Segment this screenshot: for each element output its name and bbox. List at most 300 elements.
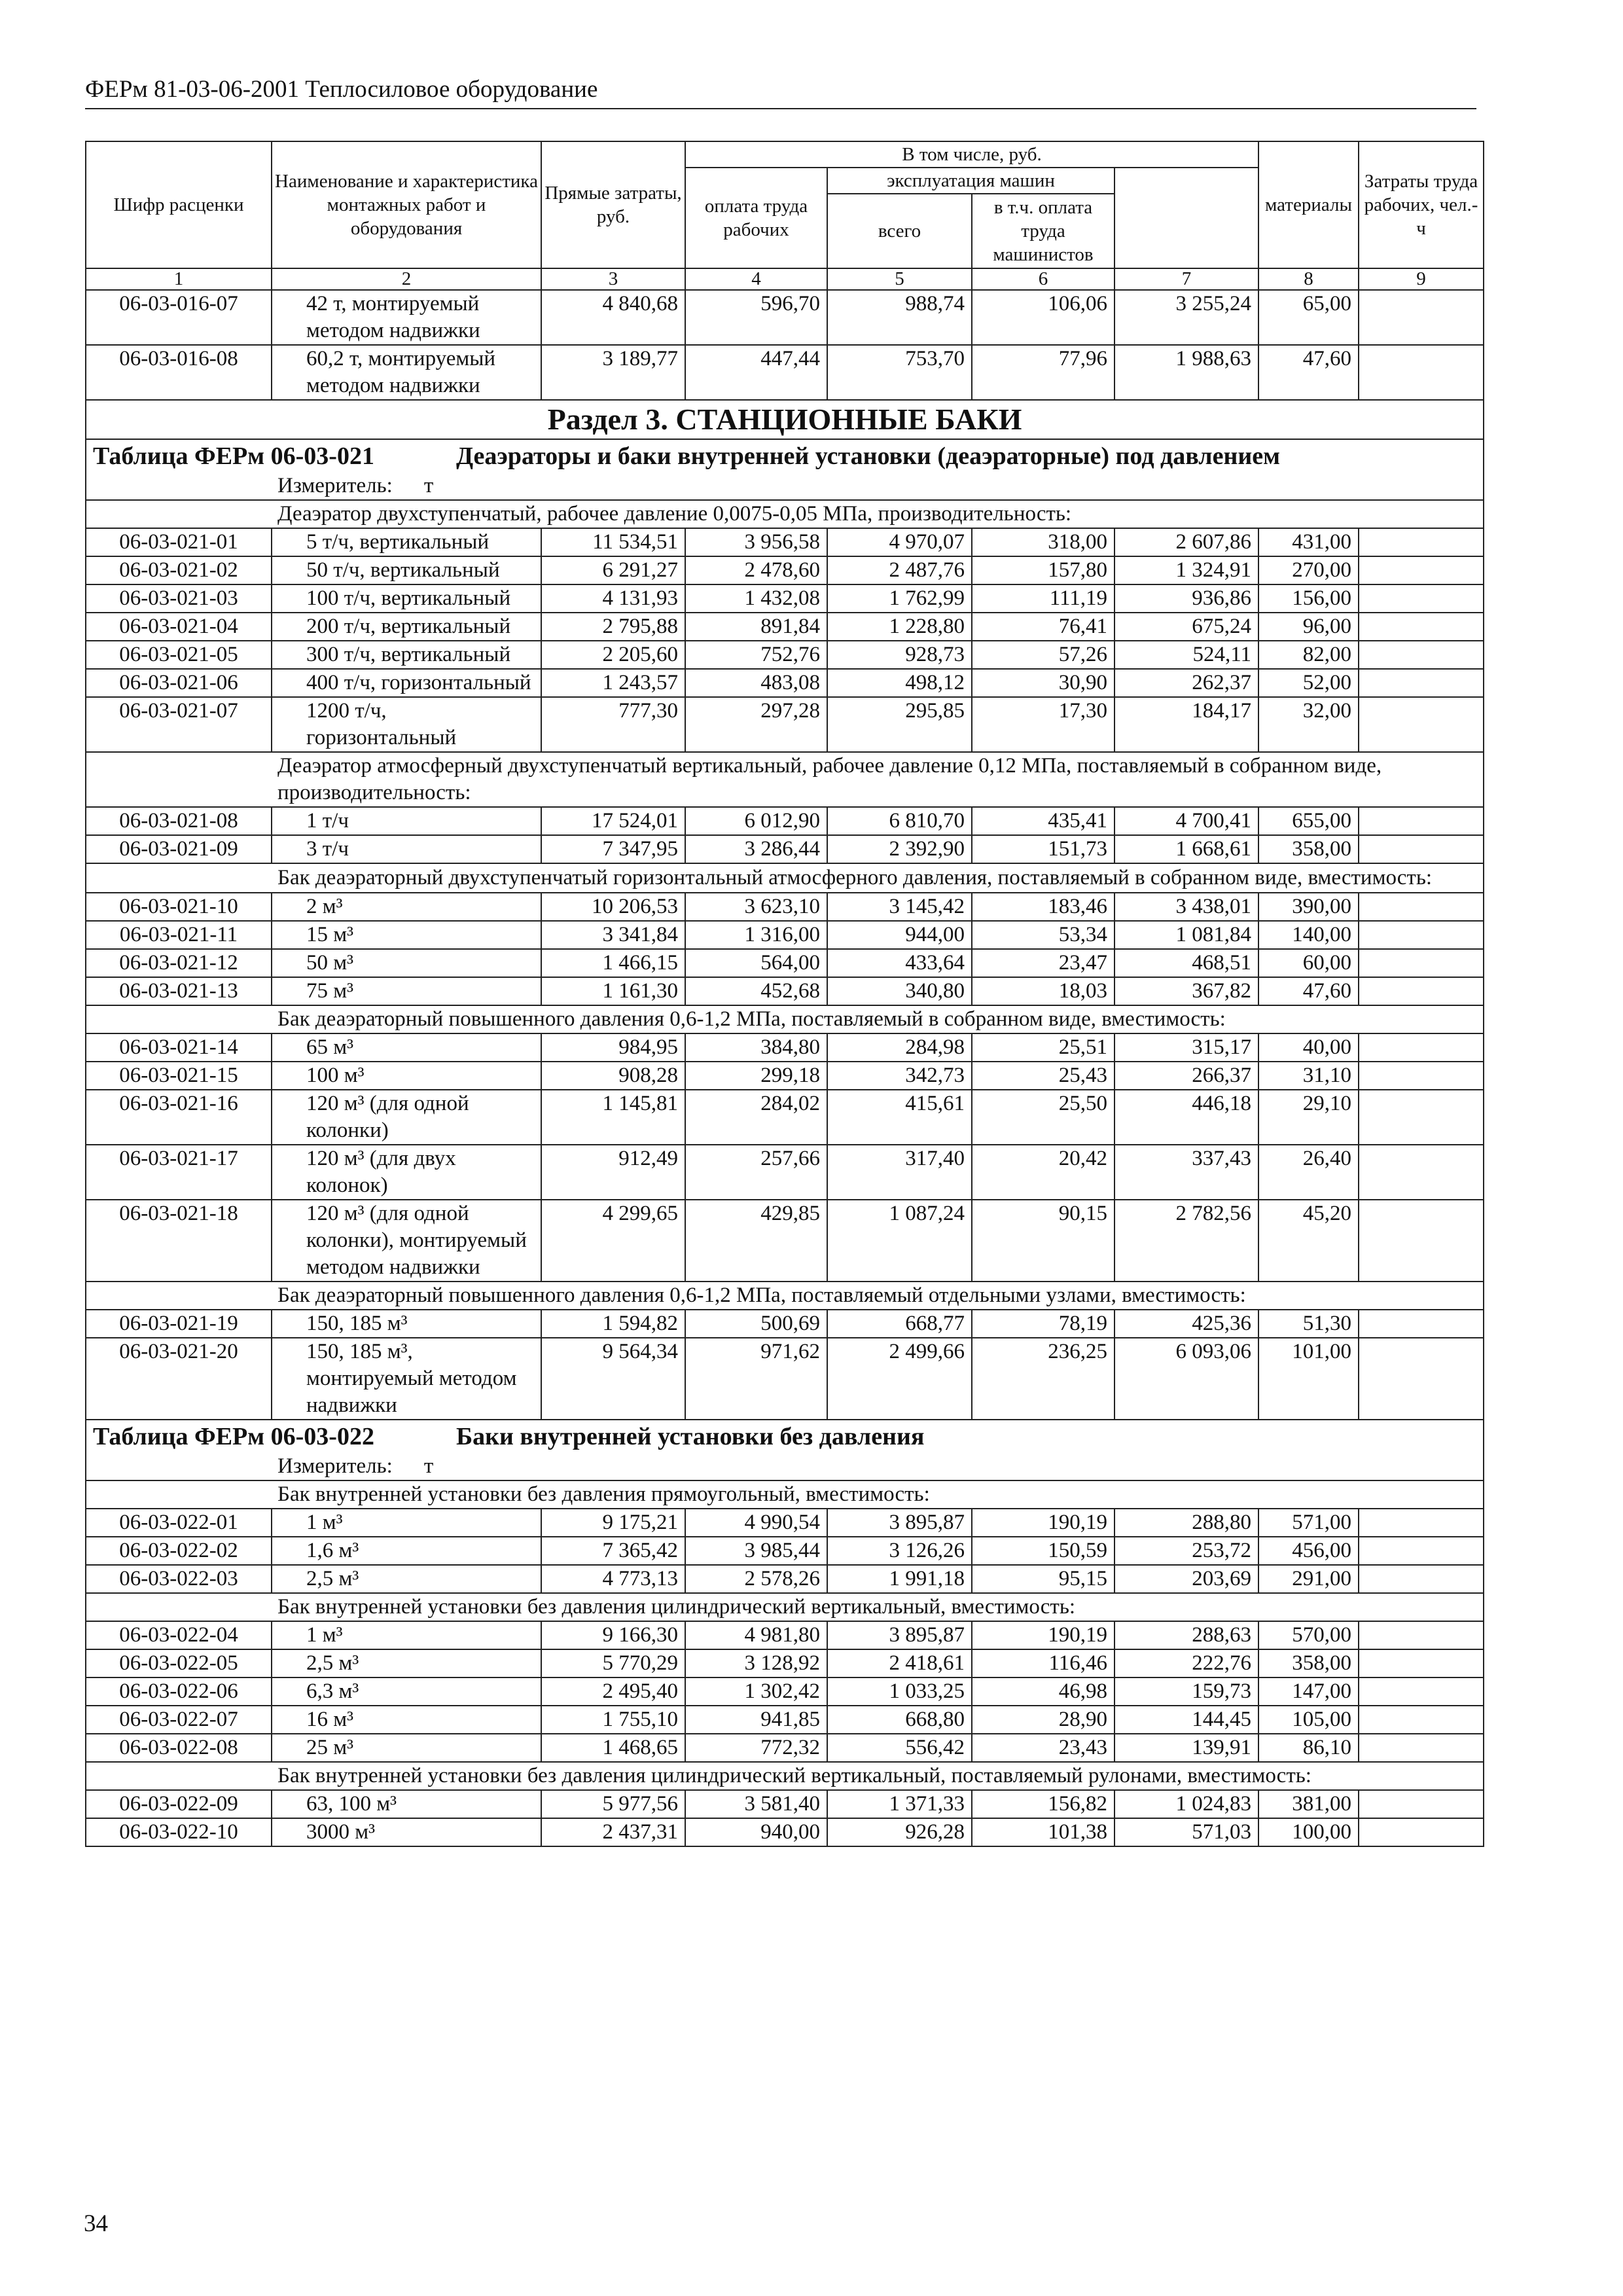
direct-cost-cell: 908,28 [541, 1062, 685, 1090]
materials-cell: 6 093,06 [1115, 1338, 1258, 1420]
table-row [86, 1200, 1484, 1282]
name-cell: 1 т/ч [272, 807, 541, 835]
machines-cell: 4 970,07 [827, 528, 972, 556]
name-cell: 120 м³ (для одной колонки) [272, 1090, 541, 1145]
table-row [86, 584, 1484, 613]
direct-cost-cell: 3 189,77 [541, 345, 685, 400]
machines-cell: 415,61 [827, 1090, 972, 1145]
table-row [86, 1033, 1484, 1062]
code-cell: 06-03-022-04 [86, 1621, 272, 1649]
group-label: Бак деаэраторный повышенного давления 0,6-1,2 МПа, поставляемый отдельными узлами, вместимость: [86, 1282, 1484, 1310]
direct-cost-cell: 9 166,30 [541, 1621, 685, 1649]
code-cell: 06-03-022-01 [86, 1509, 272, 1537]
table-caption: Баки внутренней установки без давления [455, 1423, 925, 1450]
wage-cell: 3 985,44 [685, 1537, 827, 1565]
direct-cost-cell: 3 341,84 [541, 921, 685, 949]
name-cell: 300 т/ч, вертикальный [272, 641, 541, 669]
labor-cell: 358,00 [1258, 835, 1359, 863]
machines-wage-cell: 18,03 [972, 977, 1115, 1005]
machines-cell: 340,80 [827, 977, 972, 1005]
machines-wage-cell: 57,26 [972, 641, 1115, 669]
wage-cell: 3 623,10 [685, 893, 827, 921]
machines-cell: 668,77 [827, 1310, 972, 1338]
name-cell: 42 т, монтируемый методом надвижки [272, 290, 541, 345]
mass-cell [1359, 1090, 1484, 1145]
code-cell: 06-03-021-18 [86, 1200, 272, 1282]
wage-cell: 429,85 [685, 1200, 827, 1282]
machines-wage-cell: 25,43 [972, 1062, 1115, 1090]
machines-cell: 3 895,87 [827, 1509, 972, 1537]
mass-cell [1359, 1565, 1484, 1593]
wage-cell: 483,08 [685, 669, 827, 697]
labor-cell: 31,10 [1258, 1062, 1359, 1090]
mass-cell [1359, 1677, 1484, 1706]
code-cell: 06-03-022-05 [86, 1649, 272, 1677]
table-row [86, 1338, 1484, 1420]
machines-cell: 2 392,90 [827, 835, 972, 863]
machines-wage-cell: 156,82 [972, 1790, 1115, 1818]
group-row [86, 1762, 1484, 1790]
mass-cell [1359, 613, 1484, 641]
document-header: ФЕРм 81-03-06-2001 Теплосиловое оборудование [85, 76, 598, 103]
code-cell: 06-03-016-08 [86, 345, 272, 400]
direct-cost-cell: 912,49 [541, 1145, 685, 1200]
machines-wage-cell: 53,34 [972, 921, 1115, 949]
machines-wage-cell: 25,51 [972, 1033, 1115, 1062]
machines-wage-cell: 46,98 [972, 1677, 1115, 1706]
machines-cell: 2 487,76 [827, 556, 972, 584]
machines-cell: 1 762,99 [827, 584, 972, 613]
table-row [86, 613, 1484, 641]
section-title: Раздел 3. СТАНЦИОННЫЕ БАКИ [86, 400, 1484, 439]
code-cell: 06-03-021-01 [86, 528, 272, 556]
materials-cell: 571,03 [1115, 1818, 1258, 1846]
group-row [86, 1005, 1484, 1033]
direct-cost-cell: 1 594,82 [541, 1310, 685, 1338]
labor-cell: 358,00 [1258, 1649, 1359, 1677]
materials-cell: 253,72 [1115, 1537, 1258, 1565]
machines-cell: 1 228,80 [827, 613, 972, 641]
labor-cell: 47,60 [1258, 345, 1359, 400]
code-cell: 06-03-021-13 [86, 977, 272, 1005]
labor-cell: 655,00 [1258, 807, 1359, 835]
machines-wage-cell: 106,06 [972, 290, 1115, 345]
materials-cell: 315,17 [1115, 1033, 1258, 1062]
group-row [86, 863, 1484, 893]
labor-cell: 105,00 [1258, 1706, 1359, 1734]
materials-cell: 367,82 [1115, 977, 1258, 1005]
code-cell: 06-03-022-02 [86, 1537, 272, 1565]
code-cell: 06-03-021-05 [86, 641, 272, 669]
wage-cell: 971,62 [685, 1338, 827, 1420]
table-row [86, 977, 1484, 1005]
table-row [86, 528, 1484, 556]
mass-cell [1359, 807, 1484, 835]
direct-cost-cell: 9 175,21 [541, 1509, 685, 1537]
machines-wage-cell: 77,96 [972, 345, 1115, 400]
group-label: Бак деаэраторный двухступенчатый горизонтальный атмосферного давления, поставляемый в собранном виде, вместимость: [86, 863, 1484, 893]
header-materials: материалы [1258, 141, 1359, 268]
direct-cost-cell: 17 524,01 [541, 807, 685, 835]
code-cell: 06-03-021-15 [86, 1062, 272, 1090]
column-number: 1 [86, 268, 272, 290]
direct-cost-cell: 6 291,27 [541, 556, 685, 584]
table-row [86, 1145, 1484, 1200]
name-cell: 100 т/ч, вертикальный [272, 584, 541, 613]
measure-cell [86, 473, 1484, 500]
machines-wage-cell: 157,80 [972, 556, 1115, 584]
wage-cell: 1 432,08 [685, 584, 827, 613]
wage-cell: 299,18 [685, 1062, 827, 1090]
section-row [86, 400, 1484, 439]
machines-cell: 1 033,25 [827, 1677, 972, 1706]
measure-unit: т [423, 474, 434, 497]
code-cell: 06-03-021-08 [86, 807, 272, 835]
wage-cell: 4 981,80 [685, 1621, 827, 1649]
column-number: 9 [1359, 268, 1484, 290]
materials-cell: 288,80 [1115, 1509, 1258, 1537]
column-number: 8 [1258, 268, 1359, 290]
machines-wage-cell: 20,42 [972, 1145, 1115, 1200]
code-cell: 06-03-022-07 [86, 1706, 272, 1734]
wage-cell: 297,28 [685, 697, 827, 752]
table-row [86, 1649, 1484, 1677]
wage-cell: 3 286,44 [685, 835, 827, 863]
name-cell: 6,3 м³ [272, 1677, 541, 1706]
table-row [86, 1062, 1484, 1090]
machines-wage-cell: 318,00 [972, 528, 1115, 556]
header-code: Шифр расценки [86, 141, 272, 268]
group-label: Деаэратор двухступенчатый, рабочее давление 0,0075-0,05 МПа, производительность: [86, 500, 1484, 528]
mass-cell [1359, 1338, 1484, 1420]
machines-cell: 2 418,61 [827, 1649, 972, 1677]
column-number: 3 [541, 268, 685, 290]
mass-cell [1359, 1145, 1484, 1200]
name-cell: 3 т/ч [272, 835, 541, 863]
mass-cell [1359, 1706, 1484, 1734]
materials-cell: 3 255,24 [1115, 290, 1258, 345]
materials-cell: 262,37 [1115, 669, 1258, 697]
name-cell: 16 м³ [272, 1706, 541, 1734]
machines-cell: 944,00 [827, 921, 972, 949]
labor-cell: 47,60 [1258, 977, 1359, 1005]
machines-cell: 3 126,26 [827, 1537, 972, 1565]
direct-cost-cell: 4 299,65 [541, 1200, 685, 1282]
machines-wage-cell: 90,15 [972, 1200, 1115, 1282]
labor-cell: 96,00 [1258, 613, 1359, 641]
table-row [86, 697, 1484, 752]
measure-cell [86, 1453, 1484, 1480]
wage-cell: 1 316,00 [685, 921, 827, 949]
wage-cell: 384,80 [685, 1033, 827, 1062]
group-label: Бак внутренней установки без давления прямоугольный, вместимость: [86, 1480, 1484, 1509]
measure-label: Измеритель: [277, 1454, 393, 1478]
direct-cost-cell: 1 161,30 [541, 977, 685, 1005]
machines-wage-cell: 435,41 [972, 807, 1115, 835]
wage-cell: 3 956,58 [685, 528, 827, 556]
code-cell: 06-03-021-06 [86, 669, 272, 697]
header-wage: оплата труда рабочих [685, 168, 827, 268]
table-row [86, 921, 1484, 949]
name-cell: 50 м³ [272, 949, 541, 977]
labor-cell: 431,00 [1258, 528, 1359, 556]
name-cell: 200 т/ч, вертикальный [272, 613, 541, 641]
code-cell: 06-03-021-16 [86, 1090, 272, 1145]
table-row [86, 1734, 1484, 1762]
mass-cell [1359, 641, 1484, 669]
materials-cell: 1 024,83 [1115, 1790, 1258, 1818]
code-cell: 06-03-021-11 [86, 921, 272, 949]
mass-cell [1359, 1509, 1484, 1537]
direct-cost-cell: 1 755,10 [541, 1706, 685, 1734]
machines-cell: 1 087,24 [827, 1200, 972, 1282]
materials-cell: 1 324,91 [1115, 556, 1258, 584]
materials-cell: 1 668,61 [1115, 835, 1258, 863]
materials-cell: 675,24 [1115, 613, 1258, 641]
group-row [86, 1593, 1484, 1621]
table-caption: Деаэраторы и баки внутренней установки (деаэраторные) под давлением [455, 442, 1281, 470]
code-cell: 06-03-021-04 [86, 613, 272, 641]
mass-cell [1359, 1621, 1484, 1649]
table-row [86, 1565, 1484, 1593]
table-title [86, 439, 1484, 473]
wage-cell: 3 581,40 [685, 1790, 827, 1818]
name-cell: 60,2 т, монтируемый методом надвижки [272, 345, 541, 400]
mass-cell [1359, 893, 1484, 921]
mass-cell [1359, 1818, 1484, 1846]
table-row [86, 345, 1484, 400]
code-cell: 06-03-022-03 [86, 1565, 272, 1593]
machines-wage-cell: 23,43 [972, 1734, 1115, 1762]
labor-cell: 570,00 [1258, 1621, 1359, 1649]
direct-cost-cell: 2 205,60 [541, 641, 685, 669]
machines-wage-cell: 111,19 [972, 584, 1115, 613]
table-body [86, 290, 1484, 1846]
table-row [86, 1621, 1484, 1649]
table-label: Таблица ФЕРм 06-03-021 [93, 442, 374, 470]
labor-cell: 40,00 [1258, 1033, 1359, 1062]
machines-wage-cell: 76,41 [972, 613, 1115, 641]
column-number: 4 [685, 268, 827, 290]
direct-cost-cell: 984,95 [541, 1033, 685, 1062]
name-cell: 100 м³ [272, 1062, 541, 1090]
machines-cell: 284,98 [827, 1033, 972, 1062]
name-cell: 1,6 м³ [272, 1537, 541, 1565]
code-cell: 06-03-021-17 [86, 1145, 272, 1200]
header-labor: Затраты труда рабочих, чел.-ч [1359, 141, 1484, 268]
materials-cell: 936,86 [1115, 584, 1258, 613]
wage-cell: 2 478,60 [685, 556, 827, 584]
wage-cell: 941,85 [685, 1706, 827, 1734]
direct-cost-cell: 1 468,65 [541, 1734, 685, 1762]
machines-wage-cell: 190,19 [972, 1621, 1115, 1649]
machines-cell: 1 991,18 [827, 1565, 972, 1593]
group-label: Бак внутренней установки без давления цилиндрический вертикальный, поставляемый рулонами, вместимость: [86, 1762, 1484, 1790]
materials-cell: 468,51 [1115, 949, 1258, 977]
direct-cost-cell: 777,30 [541, 697, 685, 752]
code-cell: 06-03-022-09 [86, 1790, 272, 1818]
name-cell: 150, 185 м³ [272, 1310, 541, 1338]
direct-cost-cell: 1 243,57 [541, 669, 685, 697]
code-cell: 06-03-021-09 [86, 835, 272, 863]
table-row [86, 1090, 1484, 1145]
materials-cell: 1 081,84 [1115, 921, 1258, 949]
code-cell: 06-03-021-14 [86, 1033, 272, 1062]
machines-cell: 988,74 [827, 290, 972, 345]
header-incl: В том числе, руб. [685, 141, 1258, 168]
mass-cell [1359, 1033, 1484, 1062]
header-rule [85, 108, 1476, 109]
name-cell: 5 т/ч, вертикальный [272, 528, 541, 556]
direct-cost-cell: 9 564,34 [541, 1338, 685, 1420]
group-label: Бак внутренней установки без давления цилиндрический вертикальный, вместимость: [86, 1593, 1484, 1621]
machines-wage-cell: 190,19 [972, 1509, 1115, 1537]
labor-cell: 26,40 [1258, 1145, 1359, 1200]
rates-table [85, 141, 1484, 1847]
code-cell: 06-03-021-12 [86, 949, 272, 977]
name-cell: 1200 т/ч, горизонтальный [272, 697, 541, 752]
materials-cell: 4 700,41 [1115, 807, 1258, 835]
labor-cell: 101,00 [1258, 1338, 1359, 1420]
code-cell: 06-03-022-08 [86, 1734, 272, 1762]
table-row [86, 556, 1484, 584]
table-row [86, 641, 1484, 669]
name-cell: 150, 185 м³, монтируемый методом надвижки [272, 1338, 541, 1420]
machines-cell: 3 895,87 [827, 1621, 972, 1649]
group-row [86, 500, 1484, 528]
wage-cell: 891,84 [685, 613, 827, 641]
wage-cell: 500,69 [685, 1310, 827, 1338]
name-cell: 63, 100 м³ [272, 1790, 541, 1818]
page-number: 34 [84, 2210, 108, 2237]
labor-cell: 65,00 [1258, 290, 1359, 345]
direct-cost-cell: 2 437,31 [541, 1818, 685, 1846]
wage-cell: 447,44 [685, 345, 827, 400]
group-row [86, 1480, 1484, 1509]
mass-cell [1359, 556, 1484, 584]
materials-cell: 446,18 [1115, 1090, 1258, 1145]
table-row [86, 1706, 1484, 1734]
materials-cell: 3 438,01 [1115, 893, 1258, 921]
mass-cell [1359, 1734, 1484, 1762]
name-cell: 65 м³ [272, 1033, 541, 1062]
table-title [86, 1420, 1484, 1453]
labor-cell: 52,00 [1258, 669, 1359, 697]
direct-cost-cell: 1 145,81 [541, 1090, 685, 1145]
mass-cell [1359, 977, 1484, 1005]
table-row [86, 669, 1484, 697]
wage-cell: 772,32 [685, 1734, 827, 1762]
machines-cell: 926,28 [827, 1818, 972, 1846]
name-cell: 3000 м³ [272, 1818, 541, 1846]
code-cell: 06-03-021-10 [86, 893, 272, 921]
group-row [86, 752, 1484, 807]
direct-cost-cell: 4 131,93 [541, 584, 685, 613]
labor-cell: 140,00 [1258, 921, 1359, 949]
code-cell: 06-03-016-07 [86, 290, 272, 345]
direct-cost-cell: 1 466,15 [541, 949, 685, 977]
direct-cost-cell: 2 495,40 [541, 1677, 685, 1706]
machines-cell: 3 145,42 [827, 893, 972, 921]
machines-wage-cell: 17,30 [972, 697, 1115, 752]
table-row [86, 1677, 1484, 1706]
mass-cell [1359, 528, 1484, 556]
machines-wage-cell: 183,46 [972, 893, 1115, 921]
machines-cell: 1 371,33 [827, 1790, 972, 1818]
wage-cell: 940,00 [685, 1818, 827, 1846]
name-cell: 50 т/ч, вертикальный [272, 556, 541, 584]
measure-label: Измеритель: [277, 474, 393, 497]
name-cell: 120 м³ (для двух колонок) [272, 1145, 541, 1200]
machines-cell: 295,85 [827, 697, 972, 752]
table-header [86, 141, 1484, 290]
mass-cell [1359, 921, 1484, 949]
direct-cost-cell: 5 977,56 [541, 1790, 685, 1818]
labor-cell: 571,00 [1258, 1509, 1359, 1537]
column-numbers-row [86, 268, 1484, 290]
name-cell: 2,5 м³ [272, 1565, 541, 1593]
code-cell: 06-03-022-06 [86, 1677, 272, 1706]
mass-cell [1359, 669, 1484, 697]
column-number: 6 [972, 268, 1115, 290]
machines-wage-cell: 236,25 [972, 1338, 1115, 1420]
wage-cell: 564,00 [685, 949, 827, 977]
mass-cell [1359, 697, 1484, 752]
labor-cell: 45,20 [1258, 1200, 1359, 1282]
materials-cell: 524,11 [1115, 641, 1258, 669]
mass-cell [1359, 1200, 1484, 1282]
wage-cell: 2 578,26 [685, 1565, 827, 1593]
wage-cell: 596,70 [685, 290, 827, 345]
name-cell: 120 м³ (для одной колонки), монтируемый методом надвижки [272, 1200, 541, 1282]
labor-cell: 82,00 [1258, 641, 1359, 669]
labor-cell: 456,00 [1258, 1537, 1359, 1565]
wage-cell: 452,68 [685, 977, 827, 1005]
header-machines: эксплуатация машин [827, 168, 1115, 194]
group-label: Деаэратор атмосферный двухступенчатый вертикальный, рабочее давление 0,12 МПа, поставляемый в собранном виде, производительность: [86, 752, 1484, 807]
machines-cell: 556,42 [827, 1734, 972, 1762]
materials-cell: 2 782,56 [1115, 1200, 1258, 1282]
header-machines-total: всего [827, 194, 972, 268]
table-row [86, 1310, 1484, 1338]
mass-cell [1359, 1537, 1484, 1565]
code-cell: 06-03-021-02 [86, 556, 272, 584]
table-row [86, 835, 1484, 863]
labor-cell: 29,10 [1258, 1090, 1359, 1145]
name-cell: 75 м³ [272, 977, 541, 1005]
machines-cell: 317,40 [827, 1145, 972, 1200]
machines-cell: 342,73 [827, 1062, 972, 1090]
labor-cell: 147,00 [1258, 1677, 1359, 1706]
labor-cell: 381,00 [1258, 1790, 1359, 1818]
machines-wage-cell: 116,46 [972, 1649, 1115, 1677]
materials-cell: 425,36 [1115, 1310, 1258, 1338]
mass-cell [1359, 1062, 1484, 1090]
mass-cell [1359, 1790, 1484, 1818]
machines-cell: 668,80 [827, 1706, 972, 1734]
direct-cost-cell: 11 534,51 [541, 528, 685, 556]
name-cell: 2 м³ [272, 893, 541, 921]
measure-unit: т [423, 1454, 434, 1478]
mass-cell [1359, 290, 1484, 345]
machines-wage-cell: 151,73 [972, 835, 1115, 863]
name-cell: 2,5 м³ [272, 1649, 541, 1677]
table-row [86, 807, 1484, 835]
mass-cell [1359, 1310, 1484, 1338]
machines-cell: 498,12 [827, 669, 972, 697]
mass-cell [1359, 1649, 1484, 1677]
labor-cell: 270,00 [1258, 556, 1359, 584]
